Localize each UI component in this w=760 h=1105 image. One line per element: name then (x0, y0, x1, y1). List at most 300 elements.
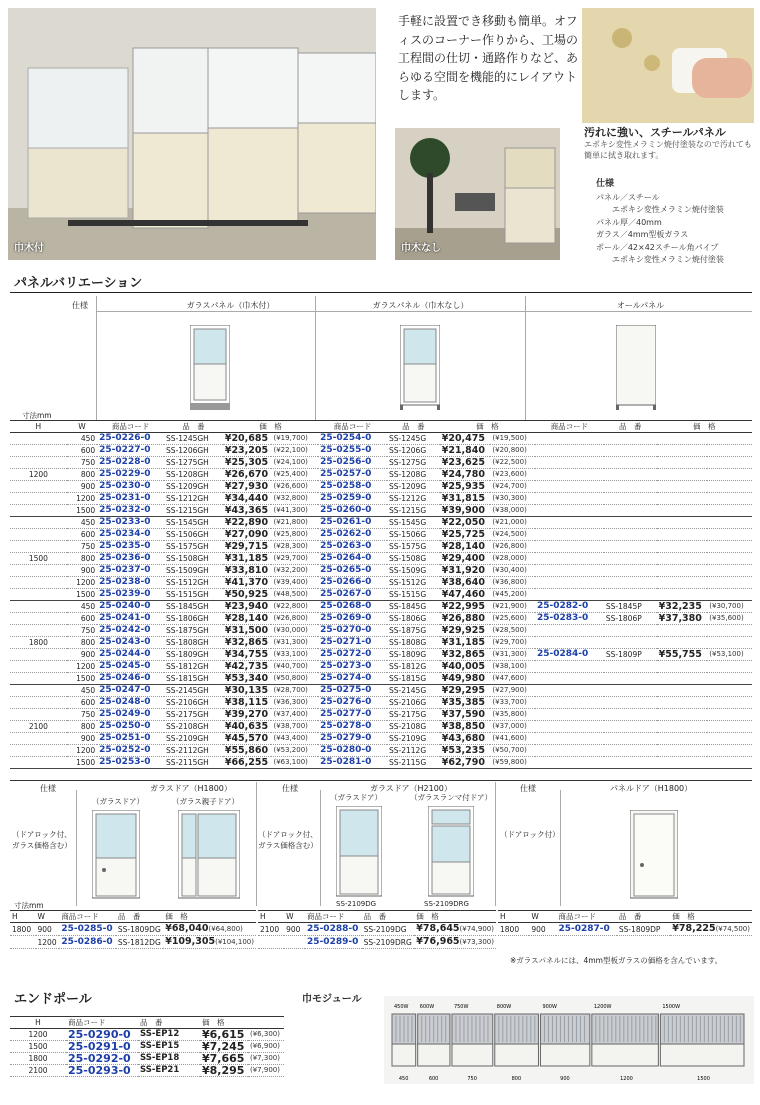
height-cell (10, 565, 67, 577)
product-code: 25-0250-0 (99, 721, 151, 731)
panel-table-row (10, 457, 752, 469)
price: ¥38,850 (441, 721, 485, 732)
header-price-2: 価 格 (476, 422, 499, 431)
model-number: SS-1506G (389, 530, 427, 539)
panel-table-row (10, 721, 752, 733)
product-code: 25-0252-0 (99, 745, 151, 755)
model-number: SS-1508GH (166, 554, 209, 563)
price-excl-tax: (¥64,800) (208, 925, 243, 933)
panel-table-row (10, 637, 752, 649)
module-panel (660, 1014, 744, 1066)
glass-footnote: ※ガラスパネルには、4mm型板ガラスの価格を含んでいます。 (510, 956, 723, 965)
product-code (535, 553, 604, 565)
height-cell (10, 577, 67, 589)
panel-table-row (10, 577, 752, 589)
model-number: SS-1809DG (117, 924, 161, 934)
module-width-label: 750W (453, 1004, 469, 1010)
price-excl-tax: (¥32,200) (273, 566, 308, 574)
product-code (535, 589, 604, 601)
width-cell: 450 (80, 602, 96, 611)
module-dimension-label: 1200 (620, 1076, 633, 1082)
module-width-label: 900W (542, 1004, 557, 1010)
product-code: 25-0271-0 (320, 637, 372, 647)
price-excl-tax (707, 577, 752, 589)
panel-table-row (10, 481, 752, 493)
door3-header-w: W (531, 912, 539, 921)
product-code: 25-0260-0 (320, 505, 372, 515)
product-code (535, 457, 604, 469)
price-excl-tax: (¥38,700) (273, 722, 308, 730)
product-code: 25-0241-0 (99, 613, 151, 623)
door3-header-code: 商品コード (558, 912, 596, 921)
width-cell: 750 (80, 458, 96, 467)
price (657, 757, 708, 769)
product-code: 25-0290-0 (68, 1028, 131, 1041)
module-dimension-label: 1500 (697, 1076, 710, 1082)
product-code: 25-0242-0 (99, 625, 151, 635)
price-cell (163, 923, 256, 936)
price: ¥78,645 (416, 923, 460, 934)
price-excl-tax: (¥37,400) (273, 710, 308, 718)
door3-header-model: 品 番 (618, 912, 642, 921)
model-number: SS-2108GH (166, 722, 209, 731)
price: ¥47,460 (441, 589, 485, 600)
price-cell (414, 936, 496, 949)
all-panel-illustration (616, 325, 656, 410)
price: ¥38,640 (441, 577, 485, 588)
width-cell: 1500 (76, 758, 96, 767)
door-group1-note: （ドアロック付、ガラス価格含む） (12, 830, 72, 850)
price-excl-tax: (¥30,300) (492, 494, 527, 502)
price-excl-tax (707, 637, 752, 649)
price-excl-tax: (¥29,700) (492, 638, 527, 646)
height-cell (10, 493, 67, 505)
price-excl-tax: (¥7,300) (250, 1054, 280, 1062)
price-excl-tax (707, 685, 752, 697)
door2-header-code: 商品コード (307, 912, 345, 921)
price-excl-tax: (¥37,000) (492, 722, 527, 730)
model-number: SS-1808GH (166, 638, 209, 647)
door-group3-title: パネルドア（H1800） (610, 784, 693, 793)
product-code: 25-0231-0 (99, 493, 151, 503)
model-number (604, 721, 657, 733)
door-table-row (498, 923, 752, 936)
model-number: SS-1515GH (166, 590, 209, 599)
model-number: SS-2109DG (363, 924, 407, 934)
height-cell (10, 541, 67, 553)
width-cell: 800 (80, 470, 96, 479)
model-number (604, 757, 657, 769)
header-code-1: 商品コード (111, 422, 150, 431)
glass-panel-baseboard-illustration (190, 325, 230, 410)
price-cell (414, 923, 496, 936)
panel-price-table (10, 420, 752, 769)
glass-panel-no-baseboard-title: ガラスパネル（巾木なし） (372, 301, 469, 310)
width-cell: 800 (80, 638, 96, 647)
height-cell (10, 613, 67, 625)
price: ¥23,940 (224, 601, 269, 612)
price: ¥31,920 (441, 565, 485, 576)
product-code: 25-0277-0 (320, 709, 372, 719)
model-number: SS-2112GH (166, 746, 209, 755)
model-number (604, 505, 657, 517)
model-number (604, 577, 657, 589)
width-cell: 800 (80, 554, 96, 563)
price-excl-tax: (¥39,400) (273, 578, 308, 586)
steel-panel-heading: 汚れに強い、スチールパネル (584, 126, 726, 139)
glass-panel-illustration (400, 325, 440, 410)
door-header-h: H (12, 912, 18, 921)
price (657, 505, 708, 517)
glass-double-door-label: （ガラス親子ドア） (172, 797, 240, 806)
price-excl-tax: (¥21,900) (492, 602, 527, 610)
price: ¥45,570 (224, 733, 269, 744)
module-diagram (384, 996, 754, 1084)
product-code (535, 469, 604, 481)
price-excl-tax: (¥26,600) (273, 482, 308, 490)
panel-table-row (10, 685, 752, 697)
price: ¥42,735 (224, 661, 269, 672)
door2-header-price: 価 格 (416, 912, 439, 921)
product-code: 25-0243-0 (99, 637, 151, 647)
price-excl-tax: (¥59,800) (492, 758, 527, 766)
price-excl-tax (707, 505, 752, 517)
model-number (604, 469, 657, 481)
product-code: 25-0268-0 (320, 601, 372, 611)
price (657, 709, 708, 721)
product-code (535, 637, 604, 649)
model-number (604, 445, 657, 457)
module-panel (418, 1014, 450, 1066)
price: ¥22,995 (441, 601, 485, 612)
product-code: 25-0269-0 (320, 613, 372, 623)
price: ¥41,370 (224, 577, 269, 588)
height-cell (10, 433, 67, 445)
product-code: 25-0272-0 (320, 649, 372, 659)
width-cell: 600 (80, 698, 96, 707)
model-number (604, 517, 657, 529)
model-number: SS-1845GH (166, 602, 209, 611)
price-excl-tax: (¥23,600) (492, 470, 527, 478)
model-number (604, 457, 657, 469)
door-table-row (10, 936, 256, 949)
price (657, 553, 708, 565)
height-cell (258, 936, 284, 949)
spec-box (596, 178, 756, 266)
price-excl-tax: (¥25,800) (273, 530, 308, 538)
model-number: SS-1512G (389, 578, 427, 587)
steel-panel-text: エポキシ変性メラミン焼付塗装なので汚れても簡単に拭き取れます。 (584, 140, 752, 160)
price-excl-tax: (¥36,800) (492, 578, 527, 586)
model-number: SS-1875G (389, 626, 427, 635)
product-code (535, 685, 604, 697)
height-cell: 1500 (28, 554, 48, 563)
product-code: 25-0255-0 (320, 445, 372, 455)
product-code: 25-0237-0 (99, 565, 151, 575)
price-excl-tax: (¥30,700) (709, 602, 744, 610)
door-group3-note: （ドアロック付） (500, 830, 560, 839)
model-number: SS-2145GH (166, 686, 209, 695)
price-excl-tax: (¥43,400) (273, 734, 308, 742)
price: ¥28,140 (224, 613, 269, 624)
header-model-3: 品 番 (619, 422, 642, 431)
model-number (604, 541, 657, 553)
spec-line: パネル／スチール (596, 192, 660, 202)
price: ¥7,245 (202, 1040, 245, 1053)
model-number: SS-1275G (389, 458, 427, 467)
header-w: W (78, 422, 86, 431)
width-cell: 900 (80, 482, 96, 491)
price: ¥29,925 (441, 625, 485, 636)
model-number: SS-2175G (389, 710, 427, 719)
price-excl-tax: (¥19,700) (273, 434, 308, 442)
height-cell: 1800 (28, 638, 48, 647)
model-number: SS-1806G (389, 614, 427, 623)
price: ¥50,925 (224, 589, 269, 600)
price-excl-tax: (¥38,000) (492, 506, 527, 514)
model-number: SS-2109GH (166, 734, 209, 743)
product-code (535, 565, 604, 577)
height-cell (10, 505, 67, 517)
price (657, 457, 708, 469)
product-code: 25-0226-0 (99, 433, 151, 443)
product-code (535, 721, 604, 733)
photo-caption-with-baseboard: 巾木付 (14, 243, 44, 254)
height-cell (10, 936, 36, 949)
product-code: 25-0259-0 (320, 493, 372, 503)
price (657, 625, 708, 637)
price-excl-tax (707, 625, 752, 637)
product-code: 25-0284-0 (536, 649, 589, 659)
spec-line: ポール／42×42スチール角パイプ (596, 242, 719, 252)
price-excl-tax: (¥41,300) (273, 506, 308, 514)
price: ¥27,090 (224, 529, 269, 540)
price-excl-tax: (¥35,600) (709, 614, 744, 622)
product-code: 25-0278-0 (320, 721, 372, 731)
price-excl-tax: (¥104,100) (215, 938, 254, 946)
price: ¥26,670 (224, 469, 269, 480)
width-cell: 1500 (76, 506, 96, 515)
price-excl-tax (707, 469, 752, 481)
product-code (535, 505, 604, 517)
width-cell: 900 (80, 650, 96, 659)
product-code: 25-0257-0 (320, 469, 372, 479)
glass-transom-door-illustration (428, 806, 474, 898)
price-excl-tax: (¥53,200) (273, 746, 308, 754)
width-cell: 600 (80, 614, 96, 623)
model-number: SS-1809P (605, 650, 642, 659)
price: ¥31,185 (441, 637, 485, 648)
model-number: SS-1815GH (166, 674, 209, 683)
model-number: SS-1812GH (166, 662, 209, 671)
price: ¥68,040 (165, 923, 209, 934)
header-code-3: 商品コード (550, 422, 589, 431)
model-number: SS-1508G (389, 554, 427, 563)
model-number: SS-1215G (389, 506, 427, 515)
price-excl-tax: (¥30,000) (273, 626, 308, 634)
product-code: 25-0234-0 (99, 529, 151, 539)
model-number (604, 685, 657, 697)
panel-table-row (10, 541, 752, 553)
model-number (604, 673, 657, 685)
intro-text: 手軽に設置でき移動も簡単。オフィスのコーナー作りから、工場の工程間の仕切・通路作りなど、あらゆる空間を機能的にレイアウトします。 (398, 14, 579, 103)
price: ¥23,625 (441, 457, 485, 468)
price (657, 685, 708, 697)
width-cell: 1200 (76, 494, 96, 503)
door-group2-title: ガラスドア（H2100） (370, 784, 452, 793)
product-code: 25-0266-0 (320, 577, 372, 587)
glass-panel-baseboard-title: ガラスパネル（巾木付） (186, 301, 275, 310)
product-code: 25-0245-0 (99, 661, 151, 671)
module-panel (392, 1014, 416, 1066)
spec-line: エポキシ変性メラミン焼付塗装 (596, 205, 724, 215)
panel-variation-title: パネルバリエーション (14, 276, 143, 291)
price-excl-tax (707, 673, 752, 685)
module-panel (540, 1014, 589, 1066)
price (657, 469, 708, 481)
product-code: 25-0249-0 (99, 709, 151, 719)
price-excl-tax (707, 757, 752, 769)
product-code: 25-0229-0 (99, 469, 151, 479)
panel-table-row (10, 697, 752, 709)
pole-header-h: H (35, 1018, 41, 1027)
door3-header-price: 価 格 (672, 912, 695, 921)
price-excl-tax: (¥28,700) (273, 686, 308, 694)
model-number: SS-2108G (389, 722, 427, 731)
product-code: 25-0267-0 (320, 589, 372, 599)
price-excl-tax: (¥6,900) (250, 1042, 280, 1050)
price: ¥7,665 (202, 1052, 245, 1065)
price: ¥31,815 (441, 493, 485, 504)
model-number: SS-1275GH (166, 458, 209, 467)
door-group1-title: ガラスドア（H1800） (150, 784, 232, 793)
price (657, 481, 708, 493)
module-width-label: 450W (394, 1004, 409, 1010)
product-code: 25-0288-0 (307, 923, 359, 934)
price-excl-tax: (¥19,500) (492, 434, 527, 442)
door-price-table-1 (10, 910, 256, 949)
model-number: SS-1806P (605, 614, 642, 623)
price-excl-tax: (¥74,500) (715, 925, 750, 933)
product-code (535, 673, 604, 685)
height-cell (10, 661, 67, 673)
model-number (604, 529, 657, 541)
price-excl-tax: (¥25,600) (492, 614, 527, 622)
price: ¥32,235 (658, 601, 702, 612)
product-code: 25-0240-0 (99, 601, 151, 611)
price-excl-tax: (¥38,100) (492, 662, 527, 670)
price-excl-tax (707, 565, 752, 577)
product-code: 25-0264-0 (320, 553, 372, 563)
price: ¥76,965 (416, 936, 460, 947)
module-width-label: 600W (419, 1004, 435, 1010)
price-excl-tax: (¥21,800) (273, 518, 308, 526)
model-number: SS-1509GH (166, 566, 209, 575)
price: ¥21,840 (441, 445, 485, 456)
model-number: SS-1815G (389, 674, 427, 683)
product-code (535, 481, 604, 493)
width-cell: 900 (80, 566, 96, 575)
door-header-code: 商品コード (61, 912, 99, 921)
price: ¥20,475 (441, 433, 485, 444)
product-code: 25-0235-0 (99, 541, 151, 551)
door-spec-label-2: 仕様 (282, 784, 298, 793)
product-code (535, 697, 604, 709)
price: ¥25,935 (441, 481, 485, 492)
pole-header-price: 価 格 (202, 1018, 225, 1027)
price-excl-tax: (¥50,700) (492, 746, 527, 754)
model-number: SS-1215GH (166, 506, 209, 515)
product-code (535, 745, 604, 757)
model-number: SS-1509G (389, 566, 427, 575)
product-code: 25-0227-0 (99, 445, 151, 455)
pole-header-model: 品 番 (140, 1018, 163, 1027)
model-number: SS-1209G (389, 482, 427, 491)
product-code (535, 661, 604, 673)
price: ¥31,185 (224, 553, 269, 564)
height-cell (10, 697, 67, 709)
module-title: 巾モジュール (302, 994, 362, 1005)
height-cell: 2100 (28, 1066, 48, 1075)
model-number: SS-1212G (389, 494, 427, 503)
product-code (535, 625, 604, 637)
product-code: 25-0232-0 (99, 505, 151, 515)
price: ¥109,305 (165, 936, 216, 947)
module-panel (495, 1014, 539, 1066)
model-number: SS-1545G (389, 518, 427, 527)
price (657, 637, 708, 649)
height-cell: 1800 (28, 1054, 48, 1063)
module-dimension-label: 900 (560, 1076, 570, 1082)
height-cell: 1500 (28, 1042, 48, 1051)
height-cell (10, 601, 67, 613)
model-number: SS-EP12 (140, 1029, 180, 1039)
price-excl-tax (707, 457, 752, 469)
module-panel (452, 1014, 493, 1066)
steel-panel-note (584, 124, 754, 162)
pole-header-code: 商品コード (68, 1018, 106, 1027)
width-cell: 900 (37, 924, 52, 934)
glass-double-door-illustration (178, 810, 240, 900)
door-table-row (10, 923, 256, 936)
price: ¥37,590 (441, 709, 485, 720)
height-cell: 1200 (28, 1030, 48, 1039)
price: ¥55,860 (224, 745, 269, 756)
photo-caption-no-baseboard: 巾木なし (401, 243, 441, 254)
height-cell: 1800 (500, 924, 520, 934)
width-cell: 750 (80, 710, 96, 719)
model-number: SS-EP18 (140, 1053, 180, 1063)
model-number: SS-1812DG (117, 937, 161, 947)
price: ¥23,205 (224, 445, 269, 456)
height-cell (10, 529, 67, 541)
price-excl-tax: (¥73,300) (459, 938, 494, 946)
model-number: SS-1208G (389, 470, 427, 479)
product-code: 25-0261-0 (320, 517, 372, 527)
price (657, 745, 708, 757)
height-cell (10, 589, 67, 601)
model-number: SS-2109DRG (363, 937, 412, 947)
price-excl-tax (707, 721, 752, 733)
price: ¥6,615 (202, 1028, 245, 1041)
product-code (535, 577, 604, 589)
height-cell (10, 625, 67, 637)
glass-door-2100-illustration (336, 806, 382, 898)
width-cell: 450 (80, 686, 96, 695)
model-number: SS-1809G (389, 650, 427, 659)
end-pole-row (10, 1029, 284, 1041)
product-code: 25-0282-0 (536, 601, 589, 611)
